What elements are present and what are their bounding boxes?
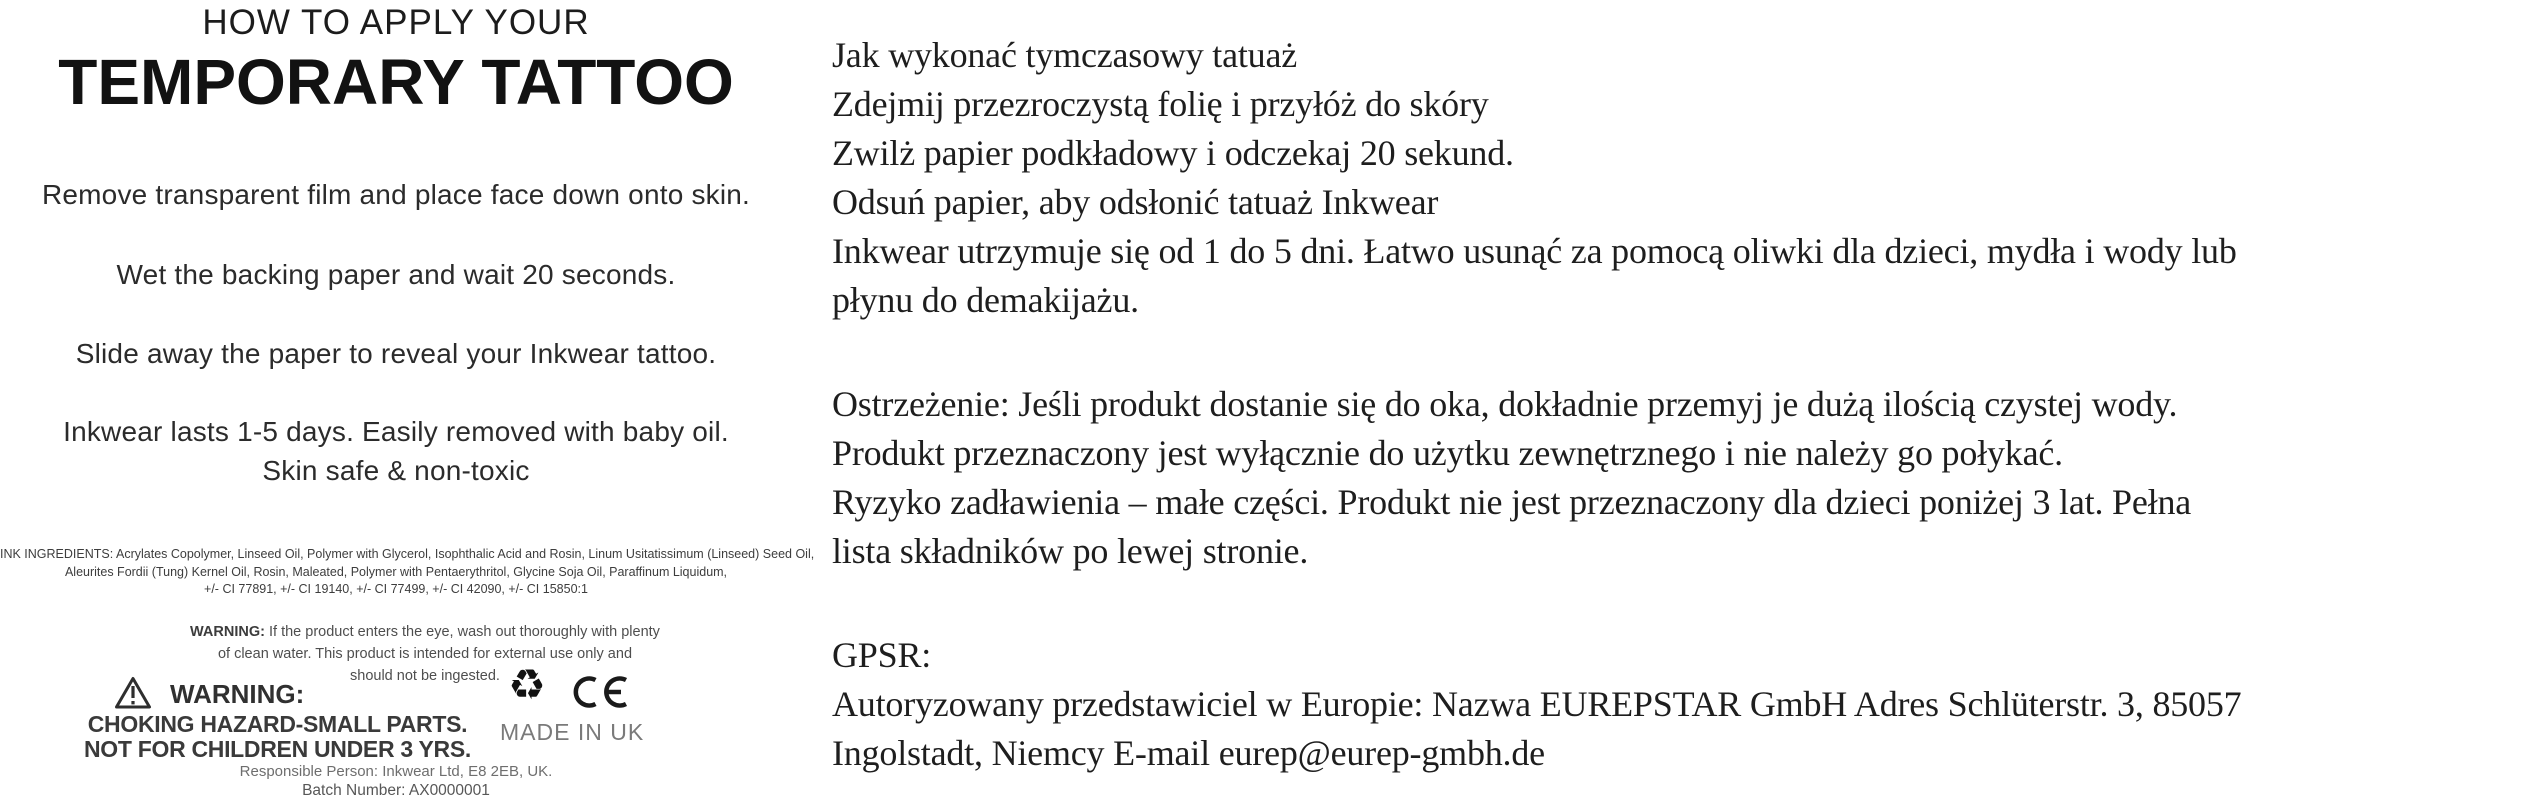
eye-warning-rest: If the product enters the eye, wash out thoroughly with plenty [264, 624, 660, 640]
batch-number-line: Batch Number: AX0000001 [302, 782, 490, 799]
gpsr-block [832, 631, 2241, 778]
polish-howto-line-5: Inkwear utrzymuje się od 1 do 5 dni. Łatwo usunąć za pomocą oliwki dla dzieci, mydła i wody lub [832, 231, 2237, 271]
polish-warning-line-4: lista składników po lewej stronie. [832, 531, 1309, 571]
ink-ingredients [0, 546, 815, 599]
english-label-column [0, 0, 815, 800]
ingredients-line-2: Aleurites Fordii (Tung) Kernel Oil, Rosin, Maleated, Polymer with Pentaerythritol, Glycine Soja Oil, Paraffinum Liquidum, [64, 564, 728, 579]
ce-mark-icon [570, 676, 628, 708]
instruction-step-2: Wet the backing paper and wait 20 seconds. [116, 259, 676, 290]
choking-warning-label: WARNING: [170, 679, 305, 709]
polish-howto-block [832, 31, 2237, 325]
made-in-uk-label: MADE IN UK [500, 719, 645, 745]
skin-safe-note: Skin safe & non-toxic [262, 455, 530, 486]
polish-howto-line-4: Odsuń papier, aby odsłonić tatuaż Inkwear [832, 182, 1439, 222]
gpsr-heading: GPSR: [832, 635, 932, 675]
title-kicker: HOW TO APPLY YOUR [202, 3, 590, 42]
polish-warning-line-3: Ryzyko zadławienia – małe części. Produkt nie jest przeznaczony dla dzieci poniżej 3 lat. Pełna [832, 482, 2192, 522]
eye-warning-label: WARNING: [190, 624, 265, 640]
ingredients-line-3: +/- CI 77891, +/- CI 19140, +/- CI 77499, +/- CI 42090, +/- CI 15850:1 [204, 582, 588, 596]
polish-howto-line-2: Zdejmij przezroczystą folię i przyłóż do skóry [832, 84, 1489, 124]
choking-warning-text [60, 712, 495, 762]
responsible-person-line: Responsible Person: Inkwear Ltd, E8 2EB, UK. [239, 763, 553, 780]
warning-triangle-icon [114, 676, 152, 710]
polish-howto-line-1: Jak wykonać tymczasowy tatuaż [832, 35, 1298, 75]
gpsr-line-1: Autoryzowany przedstawiciel w Europie: Nazwa EUREPSTAR GmbH Adres Schlüterstr. 3, 85057 [832, 684, 2242, 724]
eye-warning-line-2: of clean water. This product is intended for external use only and [217, 646, 633, 662]
polish-text-column [832, 0, 2521, 800]
polish-warning-line-2: Produkt przeznaczony jest wyłącznie do użytku zewnętrznego i nie należy go połykać. [832, 433, 2063, 473]
instruction-step-1: Remove transparent film and place face down onto skin. [41, 179, 751, 210]
polish-howto-line-6: płynu do demakijażu. [832, 280, 1139, 320]
eye-warning-line-3: should not be ingested. [350, 668, 500, 684]
gpsr-line-2: Ingolstadt, Niemcy E-mail eurep@eurep-gmbh.de [832, 733, 1545, 773]
choking-warning-line-2: NOT FOR CHILDREN UNDER 3 YRS. [83, 736, 472, 762]
page-title: TEMPORARY TATTOO [58, 46, 734, 118]
ingredients-line-1: INK INGREDIENTS: Acrylates Copolymer, Linseed Oil, Polymer with Glycerol, Isophthalic Acid and Rosin, Linum Usitatissimum (Linseed) Seed Oil, [0, 547, 815, 561]
polish-warning-line-1: Ostrzeżenie: Jeśli produkt dostanie się do oka, dokładnie przemyj je dużą ilością czystej wody. [832, 384, 2178, 424]
polish-warning-block [832, 380, 2191, 576]
choking-warning-line-1: CHOKING HAZARD-SMALL PARTS. [87, 711, 468, 737]
recycle-icon: ♻ [508, 660, 546, 709]
eye-warning-line-1 [30, 621, 820, 643]
instruction-step-3: Slide away the paper to reveal your Inkwear tattoo. [75, 338, 717, 369]
polish-howto-line-3: Zwilż papier podkładowy i odczekaj 20 sekund. [832, 133, 1514, 173]
instruction-step-4: Inkwear lasts 1-5 days. Easily removed with baby oil. [63, 416, 729, 447]
